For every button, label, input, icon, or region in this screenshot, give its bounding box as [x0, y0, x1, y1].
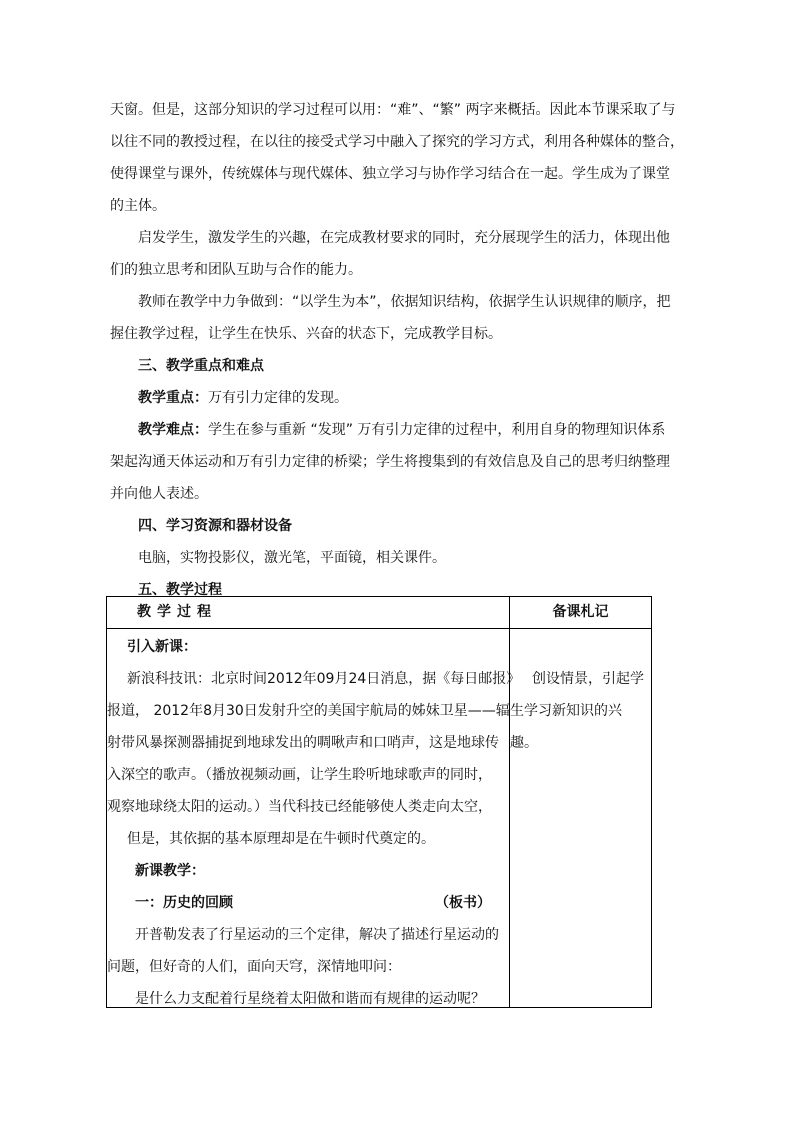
table-text-line: 观察地球绕太阳的运动。）当代科技已经能够使人类走向太空， — [107, 799, 492, 815]
note-line: 生学习新知识的兴 — [510, 703, 622, 719]
paragraph-line: 天窗。但是，这部分知识的学习过程可以用：“难”、“繁” 两字来概括。因此本节课采取了与 — [110, 102, 676, 118]
table-text-line: 报道， 2012年8月30日发射升空的美国宇航局的姊妹卫星——辐 — [107, 703, 510, 719]
table-text-line: 但是，其依据的基本原理却是在牛顿时代奠定的。 — [127, 831, 435, 847]
teaching-process-table — [106, 596, 652, 1008]
note-line: 趣。 — [510, 735, 538, 751]
paragraph-line: 们的独立思考和团队互助与合作的能力。 — [110, 262, 362, 278]
paragraph-line: 电脑，实物投影仪，激光笔，平面镜，相关课件。 — [138, 550, 446, 566]
note-line: 创设情景，引起学 — [532, 671, 644, 687]
section-heading: 四、学习资源和器材设备 — [138, 518, 292, 534]
paragraph-line: 握住教学过程，让学生在快乐、兴奋的状态下，完成教学目标。 — [110, 326, 502, 342]
table-text-line: 入深空的歌声。（播放视频动画，让学生聆听地球歌声的同时， — [107, 767, 492, 783]
key-point-line — [110, 388, 710, 408]
table-header-notes: 备课札记 — [510, 597, 652, 629]
section-heading: 五、教学过程 — [138, 582, 222, 598]
table-text-line: 是什么力支配着行星绕着太阳做和谐而有规律的运动呢？ — [135, 991, 485, 1007]
paragraph-line: 并向他人表述。 — [110, 486, 208, 502]
paragraph-line: 启发学生，激发学生的兴趣，在完成教材要求的同时，充分展现学生的活力，体现出他 — [138, 230, 670, 246]
board-note: （板书） — [435, 895, 491, 911]
table-header-process: 教学过程 — [107, 597, 510, 629]
difficulty-line — [110, 420, 710, 440]
notes-cell — [510, 629, 652, 1008]
difficulty-label: 教学难点： — [138, 422, 208, 438]
key-point-text: 万有引力定律的发现。 — [208, 390, 348, 406]
paragraph-line: 架起沟通天体运动和万有引力定律的桥梁；学生将搜集到的有效信息及自己的思考归纳整理 — [110, 454, 670, 470]
process-cell — [107, 629, 521, 1008]
paragraph-line: 的主体。 — [110, 198, 166, 214]
intro-heading: 引入新课： — [127, 639, 197, 655]
paragraph-line: 使得课堂与课外，传统媒体与现代媒体、独立学习与协作学习结合在一起。学生成为了课堂 — [110, 166, 670, 182]
table-text-line: 新浪科技讯：北京时间2012年09月24日消息，据《每日邮报》 — [127, 671, 521, 687]
new-lesson-heading: 新课教学： — [135, 863, 205, 879]
table-text-line: 问题，但好奇的人们，面向天穹，深情地叩问： — [107, 959, 401, 975]
sub-heading: 一：历史的回顾 — [135, 895, 233, 911]
table-text-line: 开普勒发表了行星运动的三个定律，解决了描述行星运动的 — [135, 927, 499, 943]
paragraph-line: 教师在教学中力争做到：“以学生为本”，依据知识结构，依据学生认识规律的顺序，把 — [138, 294, 671, 310]
key-point-label: 教学重点： — [138, 390, 208, 406]
table-text-line: 射带风暴探测器捕捉到地球发出的啁啾声和口哨声，这是地球传 — [107, 735, 499, 751]
difficulty-text: 学生在参与重新 “发现” 万有引力定律的过程中，利用自身的物理知识体系 — [208, 422, 666, 438]
section-heading: 三、教学重点和难点 — [138, 358, 264, 374]
paragraph-line: 以往不同的教授过程，在以往的接受式学习中融入了探究的学习方式，利用各种媒体的整合， — [110, 134, 684, 150]
